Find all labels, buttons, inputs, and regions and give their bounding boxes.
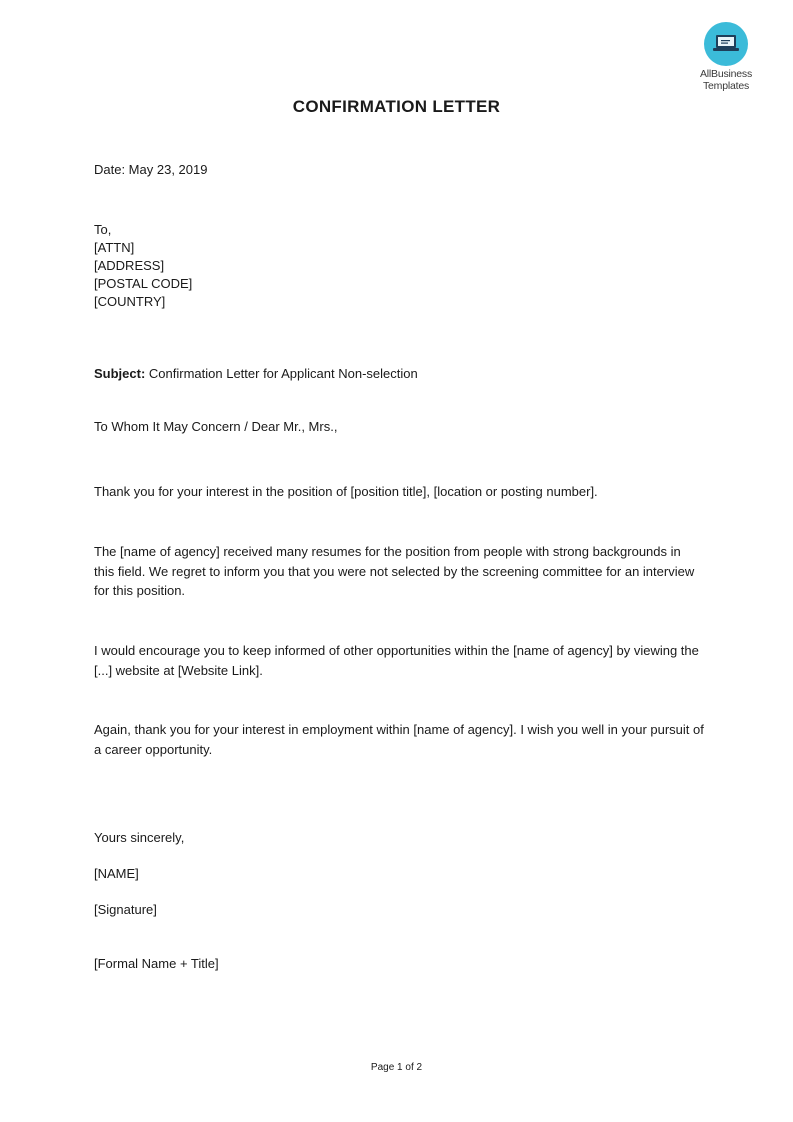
allbusiness-templates-logo	[690, 22, 762, 92]
signature-placeholder: [Signature]	[94, 902, 157, 917]
formal-name-title: [Formal Name + Title]	[94, 956, 219, 971]
signer-name: [NAME]	[94, 866, 139, 881]
subject-label: Subject:	[94, 366, 146, 381]
logo-text	[690, 68, 762, 92]
body-paragraph-2: The [name of agency] received many resumes for the position from people with strong backgrounds in this field. We regret to inform you that you were not selected by the screening committee for an interview for this position.	[94, 544, 695, 598]
subject-line	[94, 365, 418, 383]
recipient-address: [ADDRESS]	[94, 258, 165, 273]
page-number: Page 1 of 2	[370, 1062, 423, 1073]
date-line: Date: May 23, 2019	[94, 162, 208, 177]
recipient-attn: [ATTN]	[94, 240, 135, 255]
logo-line-1: AllBusiness	[699, 68, 753, 80]
document-title: CONFIRMATION LETTER	[292, 97, 501, 116]
recipient-to: To,	[94, 222, 112, 237]
body-paragraph-1: Thank you for your interest in the position of [position title], [location or posting number].	[94, 484, 598, 499]
sign-off: Yours sincerely,	[94, 830, 185, 845]
logo-line-2: Templates	[702, 80, 750, 92]
recipient-country: [COUNTRY]	[94, 294, 166, 309]
salutation: To Whom It May Concern / Dear Mr., Mrs.,	[94, 419, 338, 434]
subject-text: Confirmation Letter for Applicant Non-selection	[145, 366, 418, 381]
laptop-icon	[704, 22, 748, 66]
body-paragraph-3: I would encourage you to keep informed of other opportunities within the [name of agency] by viewing the [...] website at [Website Link].	[94, 643, 699, 678]
recipient-postal-code: [POSTAL CODE]	[94, 276, 193, 291]
body-paragraph-4: Again, thank you for your interest in employment within [name of agency]. I wish you well in your pursuit of a career opportunity.	[94, 722, 704, 757]
